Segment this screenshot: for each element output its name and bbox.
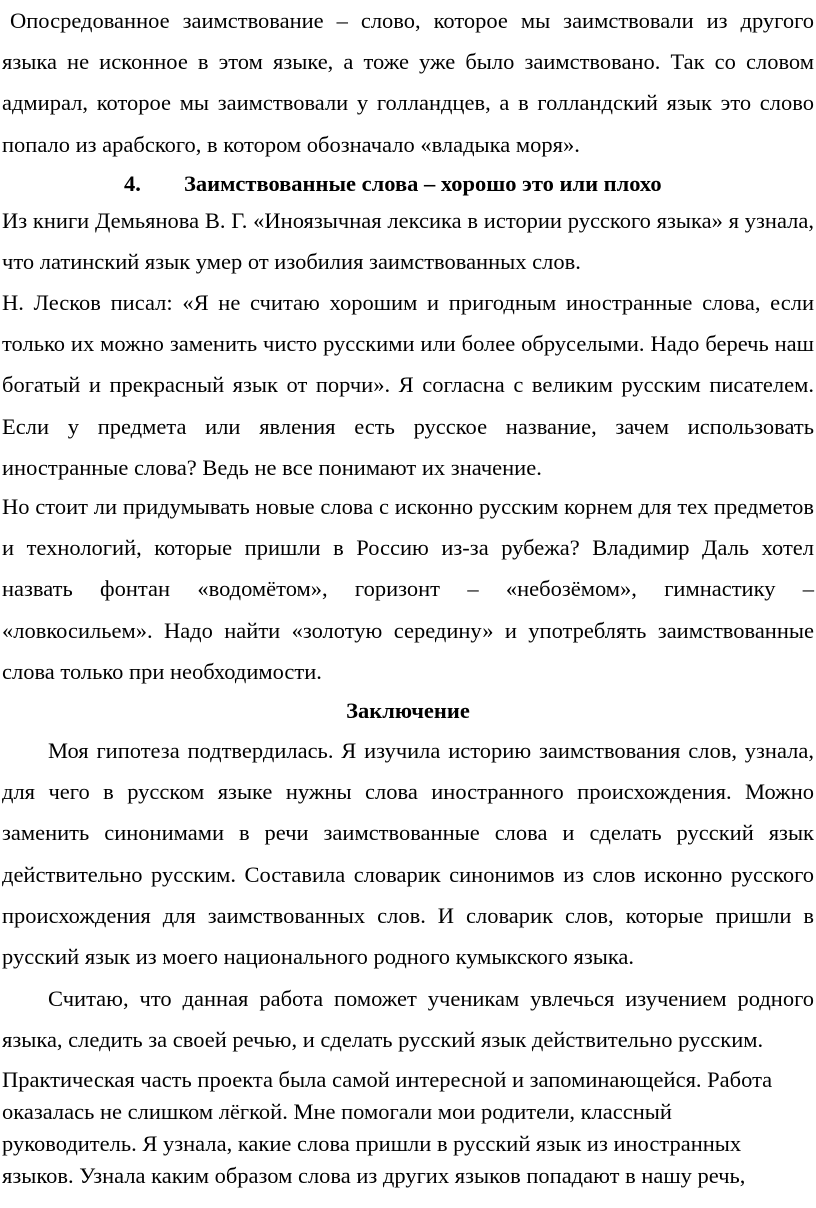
paragraph-indirect-borrowing: Опосредованное заимствование – слово, которое мы заимствовали из другого языка не исконное в этом языке, а тоже уже было заимствовано. Так со словом адмирал, которое мы заимствовали у голландцев, а в голландский язык это слово попало из арабского, в котором обозначало «владыка моря». xyxy=(2,8,814,157)
paragraph-practical-part: Практическая часть проекта была самой интересной и запоминающейся. Работа оказалась не слишком лёгкой. Мне помогали мои родители, классный руководитель. Я узнала, какие слова пришли в русский язык из иностранных языков. Узнала каким образом слова из других языков попадают в нашу речь, xyxy=(2,1067,773,1188)
section-title: Заимствованные слова – хорошо это или плохо xyxy=(184,171,662,196)
paragraph-conclusion-benefit: Считаю, что данная работа поможет ученикам увлечься изучением родного языка, следить за своей речью, и сделать русский язык действительно русским. xyxy=(2,986,814,1053)
paragraph-leskov-quote: Н. Лесков писал: «Я не считаю хорошим и пригодным иностранные слова, если только их можно заменить чисто русскими или более обруселыми. Надо беречь наш богатый и прекрасный язык от порчи». Я согласна с великим русским писателем. Если у предмета или явления есть русское название, зачем использовать иностранные слова? Ведь не все понимают их значение. xyxy=(2,290,814,480)
paragraph-demyanov-book: Из книги Демьянова В. Г. «Иноязычная лексика в истории русского языка» я узнала, что латинский язык умер от изобилия заимствованных слов. xyxy=(2,208,814,275)
section-number: 4. xyxy=(124,171,141,196)
paragraph-new-words: Но стоит ли придумывать новые слова с исконно русским корнем для тех предметов и технологий, которые пришли в Россию из-за рубежа? Владимир Даль хотел назвать фонтан «водомётом», горизонт – «небозёмом», гимнастику – «ловкосильем». Надо найти «золотую середину» и употреблять заимствованные слова только при необходимости. xyxy=(2,494,814,684)
paragraph-hypothesis: Моя гипотеза подтвердилась. Я изучила историю заимствования слов, узнала, для чего в русском языке нужны слова иностранного происхождения. Можно заменить синонимами в речи заимствованные слова и сделать русский язык действительно русским. Составила словарик синонимов из слов исконно русского происхождения для заимствованных слов. И словарик слов, которые пришли в русский язык из моего национального родного кумыкского языка. xyxy=(2,738,814,970)
conclusion-title: Заключение xyxy=(346,698,470,723)
